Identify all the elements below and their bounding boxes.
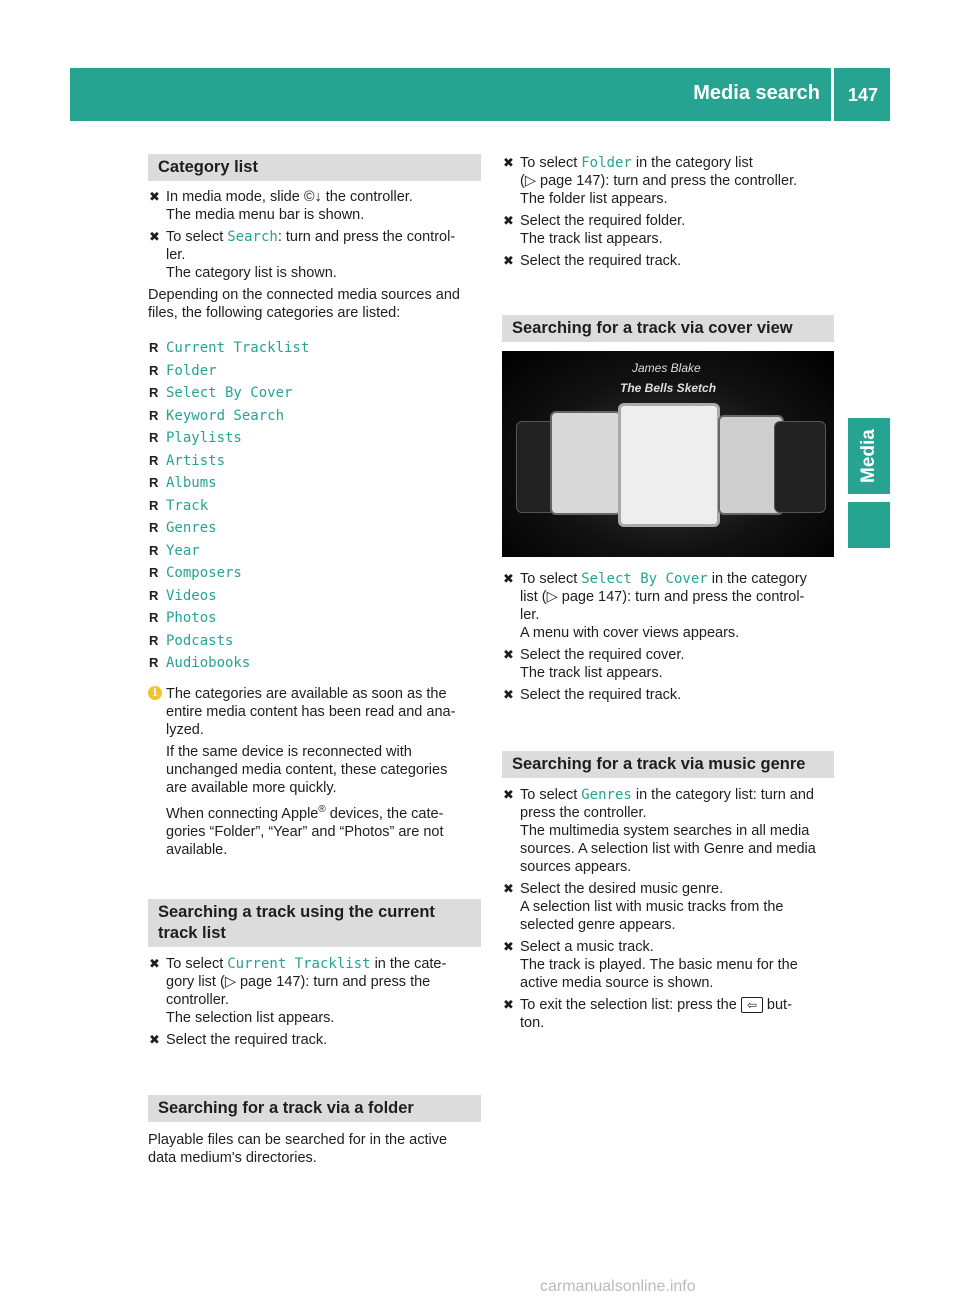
category-list-item: R Audiobooks	[148, 652, 481, 675]
step: ✖ In media mode, slide ©↓ the controller. The media menu bar is shown.	[149, 189, 413, 223]
bullet-icon: R	[149, 362, 159, 378]
folder-paragraph: Playable files can be searched for in the active data medium's directories.	[148, 1132, 448, 1166]
cover-card	[774, 421, 826, 513]
category-list-item: R Photos	[148, 607, 481, 630]
bullet-icon: R	[149, 407, 159, 423]
category-list-item: R Select By Cover	[148, 382, 481, 405]
category-list-item: R Videos	[148, 585, 481, 608]
menu-code-select-by-cover: Select By Cover	[581, 571, 708, 587]
section-heading-folder: Searching for a track via a folder	[148, 1095, 481, 1122]
cover-view-screenshot	[502, 351, 834, 557]
left-column	[148, 0, 481, 1166]
step-arrow-icon: ✖	[503, 881, 514, 896]
category-list-item: R Podcasts	[148, 630, 481, 653]
side-tab-block	[848, 502, 890, 548]
bullet-icon: R	[149, 610, 159, 625]
step: ✖ To select Select By Cover in the category list (▷ page 147): turn and press the control- ler. A menu with cover views appears.	[503, 571, 807, 641]
step-arrow-icon: ✖	[503, 253, 514, 268]
category-list-item: R Keyword Search	[148, 405, 481, 428]
info-note: i The categories are available as soon as the entire media content has been read and ana- lyzed. If the same device is reconnected with unchanged media content, these categories are available more quickly. When connecting Apple® devices, the cate- gories “Folder”, “Year” and “Photos” are not available.	[148, 685, 481, 859]
bullet-icon: R	[149, 497, 159, 513]
bullet-icon: R	[149, 542, 159, 558]
category-list-item: R Folder	[148, 360, 481, 383]
bullet-icon: R	[149, 587, 159, 603]
back-button-icon: ⇦	[741, 997, 763, 1013]
step-arrow-icon: ✖	[503, 939, 514, 954]
menu-code-search: Search	[227, 229, 278, 245]
step-arrow-icon: ✖	[503, 787, 514, 802]
step-arrow-icon: ✖	[149, 956, 160, 971]
step: ✖ Select the required folder. The track list appears.	[503, 213, 686, 247]
bullet-icon: R	[149, 430, 159, 445]
step: ✖ Select the desired music genre. A selection list with music tracks from the selected genre appears.	[503, 881, 784, 933]
section-heading-music-genre: Searching for a track via music genre	[502, 751, 834, 778]
section-heading-category-list: Category list	[148, 154, 481, 181]
menu-code-folder: Folder	[581, 155, 632, 171]
side-tab-media: Media	[848, 418, 890, 494]
step: ✖ To select Folder in the category list (▷ page 147): turn and press the controller. The folder list appears.	[503, 155, 798, 207]
step: ✖ Select the required track.	[503, 687, 682, 703]
menu-code-genres: Genres	[581, 787, 632, 803]
step: ✖ To select Search: turn and press the control- ler. The category list is shown.	[149, 229, 456, 281]
bullet-icon: R	[149, 565, 159, 580]
cover-card	[550, 411, 622, 515]
bullet-icon: R	[149, 385, 159, 400]
step-arrow-icon: ✖	[503, 997, 514, 1012]
cover-artist-text: James Blake	[632, 361, 701, 375]
current-track-steps	[148, 955, 481, 1053]
section-heading-cover-view: Searching for a track via cover view	[502, 315, 834, 342]
bullet-icon: R	[149, 475, 159, 490]
bullet-icon: R	[149, 632, 159, 648]
folder-steps	[502, 154, 834, 274]
step: ✖ Select a music track. The track is played. The basic menu for the active media source is shown.	[503, 939, 798, 991]
step-arrow-icon: ✖	[503, 687, 514, 702]
category-list-item: R Track	[148, 495, 481, 518]
category-list-item: R Playlists	[148, 427, 481, 450]
step-arrow-icon: ✖	[503, 571, 514, 586]
cover-view-steps	[502, 570, 834, 708]
info-icon: i	[148, 686, 162, 700]
category-list-steps	[148, 188, 481, 326]
category-list-item: R Genres	[148, 517, 481, 540]
step: ✖ Select the required track.	[503, 253, 682, 269]
step-arrow-icon: ✖	[149, 1032, 160, 1047]
step: ✖ To select Current Tracklist in the cate- gory list (▷ page 147): turn and press the controller. The selection list appears.	[149, 956, 447, 1026]
section-heading-current-track: Searching a track using the current track list	[148, 899, 481, 947]
bullet-icon: R	[149, 655, 159, 670]
bullet-icon: R	[149, 520, 159, 535]
category-list-item: R Artists	[148, 450, 481, 473]
step-arrow-icon: ✖	[149, 189, 160, 204]
page-number: 147	[847, 85, 879, 105]
intro-paragraph: Depending on the connected media sources and files, the following categories are listed:	[148, 287, 460, 321]
cover-card-selected	[618, 403, 720, 527]
step-arrow-icon: ✖	[503, 213, 514, 228]
step: ✖ Select the required track.	[149, 1032, 328, 1048]
category-list-item: R Composers	[148, 562, 481, 585]
page-title: Media search	[693, 82, 820, 104]
bullet-icon: R	[149, 452, 159, 468]
step: ✖ To exit the selection list: press the ⇦ but- ton.	[503, 997, 792, 1031]
category-list-item: R Albums	[148, 472, 481, 495]
footer-watermark: carmanualsonline.info	[540, 1278, 696, 1295]
category-bullet-list	[148, 337, 481, 675]
step: ✖ To select Genres in the category list: turn and press the controller. The multimedia system searches in all media sources. A selection list with Genre and media sources appears.	[503, 787, 816, 875]
header-divider	[831, 68, 834, 121]
step-arrow-icon: ✖	[503, 647, 514, 662]
menu-code-current-tracklist: Current Tracklist	[227, 956, 371, 972]
bullet-icon: R	[149, 340, 159, 355]
step-arrow-icon: ✖	[149, 229, 160, 244]
genre-steps	[502, 786, 834, 1036]
category-list-item: R Current Tracklist	[148, 337, 481, 360]
step-arrow-icon: ✖	[503, 155, 514, 170]
cover-title-text: The Bells Sketch	[620, 381, 717, 395]
step: ✖ Select the required cover. The track list appears.	[503, 647, 685, 681]
category-list-item: R Year	[148, 540, 481, 563]
